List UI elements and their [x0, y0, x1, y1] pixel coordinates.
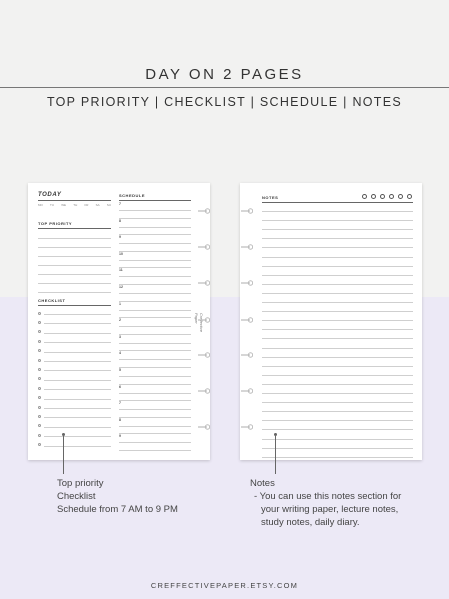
- snow-icon: [398, 194, 403, 199]
- priority-line: [38, 265, 111, 266]
- callout-checklist: Checklist: [57, 491, 96, 502]
- notes-line: [262, 357, 413, 358]
- hour-label: 1: [119, 301, 121, 306]
- checklist-line: [44, 427, 111, 428]
- callout-notes-line-2: your writing paper, lecture notes,: [261, 504, 399, 515]
- page-title: DAY ON 2 PAGES: [145, 66, 304, 83]
- checklist-line: [44, 323, 111, 324]
- left-callout-leader: [63, 436, 64, 474]
- hour-label: 11: [119, 268, 123, 273]
- notes-line: [262, 229, 413, 230]
- checklist-line: [44, 370, 111, 371]
- weather-icons: [362, 194, 412, 199]
- weekday-3: TH: [73, 203, 78, 207]
- priority-line: [38, 238, 111, 239]
- checkbox-icon[interactable]: [38, 434, 41, 437]
- priority-line: [38, 247, 111, 248]
- footer-shop-url: CREFFECTIVEPAPER.ETSY.COM: [150, 581, 299, 590]
- right-callout-leader: [275, 436, 276, 474]
- schedule-line: [119, 267, 191, 268]
- checkbox-icon[interactable]: [38, 312, 41, 315]
- callout-notes-title: Notes: [250, 478, 275, 489]
- wind-icon: [389, 194, 394, 199]
- schedule-line: [119, 393, 191, 394]
- callout-top-priority: Top priority: [57, 478, 104, 489]
- checklist-rule: [38, 305, 111, 306]
- notes-line: [262, 329, 413, 330]
- checklist-line: [44, 380, 111, 381]
- hour-label: 4: [119, 351, 121, 356]
- binder-ring-left-icon: [198, 208, 210, 214]
- schedule-line: [119, 227, 191, 228]
- schedule-line: [119, 326, 191, 327]
- weekday-6: SU: [106, 203, 111, 207]
- top-priority-label: TOP PRIORITY: [38, 221, 73, 226]
- notes-label: NOTES: [262, 195, 279, 200]
- hour-label: 6: [119, 384, 121, 389]
- schedule-line: [119, 218, 191, 219]
- notes-line: [262, 284, 413, 285]
- hour-label: 7: [119, 401, 121, 406]
- checklist-line: [44, 408, 111, 409]
- binder-ring-right-icon: [241, 352, 253, 358]
- schedule-line: [119, 400, 191, 401]
- notes-line: [262, 348, 413, 349]
- hour-label: 12: [119, 285, 123, 289]
- callout-notes-line-1: - You can use this notes section for: [254, 491, 402, 502]
- schedule-line: [119, 350, 191, 351]
- checklist-label: CHECKLIST: [38, 298, 66, 303]
- hour-label: 3: [119, 334, 121, 339]
- schedule-line: [119, 442, 191, 443]
- notes-line: [262, 393, 413, 394]
- schedule-line: [119, 359, 191, 360]
- notes-line: [262, 402, 413, 403]
- schedule-line: [119, 433, 191, 434]
- schedule-line: [119, 260, 191, 261]
- notes-line: [262, 411, 413, 412]
- notes-line: [262, 429, 413, 430]
- notes-line: [262, 448, 413, 449]
- binder-ring-right-icon: [241, 208, 253, 214]
- left-planner-page: [28, 183, 210, 460]
- binder-ring-left-icon: [198, 317, 210, 323]
- schedule-rule: [119, 200, 191, 201]
- rain-icon: [380, 194, 385, 199]
- today-rule: [38, 200, 111, 201]
- checkbox-icon[interactable]: [38, 406, 41, 409]
- schedule-line: [119, 334, 191, 335]
- cloud-icon: [371, 194, 376, 199]
- schedule-line: [119, 301, 191, 302]
- checklist-line: [44, 361, 111, 362]
- binder-ring-left-icon: [198, 244, 210, 250]
- priority-line: [38, 256, 111, 257]
- checkbox-icon[interactable]: [38, 340, 41, 343]
- schedule-line: [119, 384, 191, 385]
- checkbox-icon[interactable]: [38, 359, 41, 362]
- schedule-label: SCHEDULE: [119, 193, 146, 198]
- checklist-line: [44, 333, 111, 334]
- binder-ring-right-icon: [241, 280, 253, 286]
- checklist-line: [44, 342, 111, 343]
- sun-icon: [362, 194, 367, 199]
- schedule-line: [119, 284, 191, 285]
- notes-line: [262, 457, 413, 458]
- schedule-line: [119, 417, 191, 418]
- checklist-line: [44, 352, 111, 353]
- checklist-line: [44, 436, 111, 437]
- notes-line: [262, 338, 413, 339]
- notes-line: [262, 266, 413, 267]
- checkbox-icon[interactable]: [38, 424, 41, 427]
- schedule-line: [119, 210, 191, 211]
- priority-line: [38, 283, 111, 284]
- notes-line: [262, 247, 413, 248]
- weekday-4: FR: [84, 203, 89, 207]
- schedule-line: [119, 317, 191, 318]
- checkbox-icon[interactable]: [38, 377, 41, 380]
- notes-line: [262, 293, 413, 294]
- schedule-line: [119, 376, 191, 377]
- today-label: TODAY: [38, 192, 62, 198]
- notes-line: [262, 220, 413, 221]
- checklist-line: [44, 417, 111, 418]
- binder-ring-right-icon: [241, 388, 253, 394]
- hour-label: 8: [119, 218, 121, 223]
- checkbox-icon[interactable]: [38, 349, 41, 352]
- notes-line: [262, 384, 413, 385]
- checkbox-icon[interactable]: [38, 396, 41, 399]
- schedule-line: [119, 450, 191, 451]
- callout-notes-line-3: study notes, daily diary.: [261, 517, 360, 528]
- hour-label: 9: [119, 235, 121, 240]
- checklist-line: [44, 389, 111, 390]
- weekday-0: MO: [38, 203, 43, 207]
- schedule-line: [119, 310, 191, 311]
- hour-label: 2: [119, 318, 121, 323]
- left-callout: [57, 477, 178, 516]
- binder-ring-right-icon: [241, 244, 253, 250]
- binder-ring-left-icon: [198, 424, 210, 430]
- weekday-5: SA: [95, 203, 100, 207]
- weekday-2: WE: [61, 203, 67, 207]
- notes-rule: [262, 202, 413, 203]
- binder-ring-left-icon: [198, 388, 210, 394]
- storm-icon: [407, 194, 412, 199]
- checkbox-icon[interactable]: [38, 415, 41, 418]
- schedule-line: [119, 367, 191, 368]
- page-subtitle: TOP PRIORITY | CHECKLIST | SCHEDULE | NOTES: [46, 95, 403, 109]
- top-priority-rule: [38, 228, 111, 229]
- checkbox-icon[interactable]: [38, 330, 41, 333]
- right-callout: [250, 477, 401, 529]
- hour-label: 9: [119, 434, 121, 439]
- checkbox-icon[interactable]: [38, 443, 41, 446]
- checklist-line: [44, 399, 111, 400]
- binder-ring-left-icon: [198, 280, 210, 286]
- weekday-row: [38, 203, 111, 207]
- schedule-line: [119, 243, 191, 244]
- schedule-line: [119, 251, 191, 252]
- binder-ring-right-icon: [241, 317, 253, 323]
- schedule-line: [119, 234, 191, 235]
- notes-line: [262, 257, 413, 258]
- binder-ring-right-icon: [241, 424, 253, 430]
- hour-label: 10: [119, 251, 123, 256]
- checkbox-icon[interactable]: [38, 321, 41, 324]
- weekday-1: TU: [50, 203, 55, 207]
- signature-text: Creffective Paper: [194, 313, 204, 333]
- notes-line: [262, 366, 413, 367]
- notes-line: [262, 320, 413, 321]
- notes-line: [262, 302, 413, 303]
- notes-line: [262, 211, 413, 212]
- notes-line: [262, 238, 413, 239]
- right-planner-page: [240, 183, 422, 460]
- hour-label: 8: [119, 417, 121, 422]
- priority-line: [38, 292, 111, 293]
- hour-label: 7: [119, 202, 121, 206]
- schedule-line: [119, 343, 191, 344]
- callout-schedule: Schedule from 7 AM to 9 PM: [57, 504, 178, 515]
- schedule-line: [119, 293, 191, 294]
- hour-label: 5: [119, 368, 121, 372]
- checkbox-icon[interactable]: [38, 368, 41, 371]
- checkbox-icon[interactable]: [38, 387, 41, 390]
- notes-line: [262, 439, 413, 440]
- priority-line: [38, 274, 111, 275]
- schedule-line: [119, 426, 191, 427]
- binder-ring-left-icon: [198, 352, 210, 358]
- schedule-line: [119, 409, 191, 410]
- checklist-line: [44, 314, 111, 315]
- checklist-line: [44, 446, 111, 447]
- notes-line: [262, 311, 413, 312]
- notes-line: [262, 420, 413, 421]
- notes-line: [262, 375, 413, 376]
- notes-line: [262, 275, 413, 276]
- title-divider: [0, 87, 449, 88]
- schedule-line: [119, 276, 191, 277]
